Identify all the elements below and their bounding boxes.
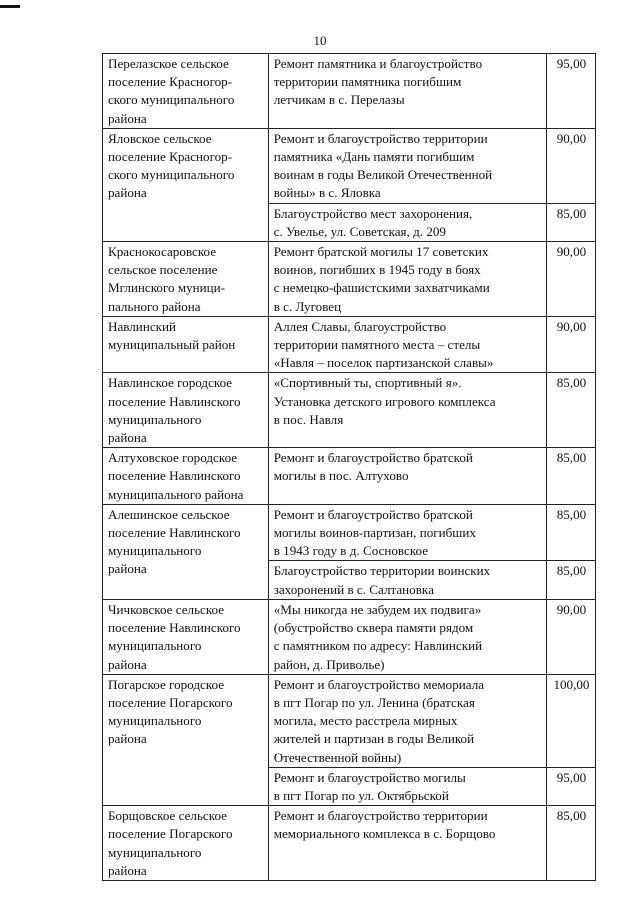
settlement-cell: Чичковское сельское поселение Навлинского муниципального района	[103, 599, 269, 674]
table-row	[103, 806, 596, 881]
table-row	[103, 316, 596, 373]
table-row	[103, 674, 596, 767]
amount-cell: 85,00	[546, 203, 595, 241]
project-cell: Ремонт и благоустройство могилы в пгт Погар по ул. Октябрьской	[268, 767, 546, 805]
projects-table	[102, 53, 596, 881]
project-cell: Благоустройство мест захоронения, с. Увелье, ул. Советская, д. 209	[268, 203, 546, 241]
project-cell: «Спортивный ты, спортивный я». Установка детского игрового комплекса в пос. Навля	[268, 373, 546, 448]
amount-cell: 90,00	[546, 316, 595, 373]
amount-cell: 95,00	[546, 767, 595, 805]
table-row	[103, 373, 596, 448]
corner-mark	[0, 5, 20, 8]
amount-cell: 90,00	[546, 242, 595, 317]
table-row	[103, 54, 596, 129]
settlement-cell: Алешинское сельское поселение Навлинского муниципального района	[103, 504, 269, 599]
settlement-cell: Перелазское сельское поселение Красногор- ского муниципального района	[103, 54, 269, 129]
amount-cell: 90,00	[546, 599, 595, 674]
settlement-cell: Навлинское городское поселение Навлинского муниципального района	[103, 373, 269, 448]
table-row	[103, 242, 596, 317]
page-number: 10	[313, 33, 327, 48]
amount-cell: 100,00	[546, 674, 595, 767]
settlement-cell: Погарское городское поселение Погарского муниципального района	[103, 674, 269, 805]
settlement-cell: Борщовское сельское поселение Погарского муниципального района	[103, 806, 269, 881]
settlement-cell: Алтуховское городское поселение Навлинского муниципального района	[103, 448, 269, 505]
project-cell: Ремонт и благоустройство территории мемориального комплекса в с. Борщово	[268, 806, 546, 881]
amount-cell: 85,00	[546, 448, 595, 505]
amount-cell: 95,00	[546, 54, 595, 129]
amount-cell: 85,00	[546, 806, 595, 881]
project-cell: Ремонт и благоустройство братской могилы воинов-партизан, погибших в 1943 году в д. Сосновское	[268, 504, 546, 561]
table-body	[103, 54, 596, 881]
amount-cell: 85,00	[546, 504, 595, 561]
project-cell: Ремонт братской могилы 17 советских воинов, погибших в 1945 году в боях с немецко-фашистскими захватчиками в с. Луговец	[268, 242, 546, 317]
amount-cell: 85,00	[546, 561, 595, 599]
settlement-cell: Яловское сельское поселение Красногор- ского муниципального района	[103, 128, 269, 241]
settlement-cell: Краснокосаровское сельское поселение Мглинского муници- пального района	[103, 242, 269, 317]
table-row	[103, 599, 596, 674]
project-cell: Благоустройство территории воинских захоронений в с. Салтановка	[268, 561, 546, 599]
settlement-cell: Навлинский муниципальный район	[103, 316, 269, 373]
project-cell: Ремонт и благоустройство мемориала в пгт Погар по ул. Ленина (братская могила, место расстрела мирных жителей и партизан в годы Великой Отечественной войны)	[268, 674, 546, 767]
project-cell: «Мы никогда не забудем их подвига» (обустройство сквера памяти рядом с памятником по адресу: Навлинский район, д. Приволье)	[268, 599, 546, 674]
amount-cell: 90,00	[546, 128, 595, 203]
amount-cell: 85,00	[546, 373, 595, 448]
project-cell: Ремонт и благоустройство территории памятника «Дань памяти погибшим воинам в годы Великой Отечественной войны» в с. Яловка	[268, 128, 546, 203]
project-cell: Ремонт и благоустройство братской могилы в пос. Алтухово	[268, 448, 546, 505]
project-cell: Аллея Славы, благоустройство территории памятного места – стелы «Навля – поселок партизанской славы»	[268, 316, 546, 373]
project-cell: Ремонт памятника и благоустройство территории памятника погибшим летчикам в с. Перелазы	[268, 54, 546, 129]
table-row	[103, 128, 596, 203]
table-row	[103, 504, 596, 561]
table-row	[103, 448, 596, 505]
